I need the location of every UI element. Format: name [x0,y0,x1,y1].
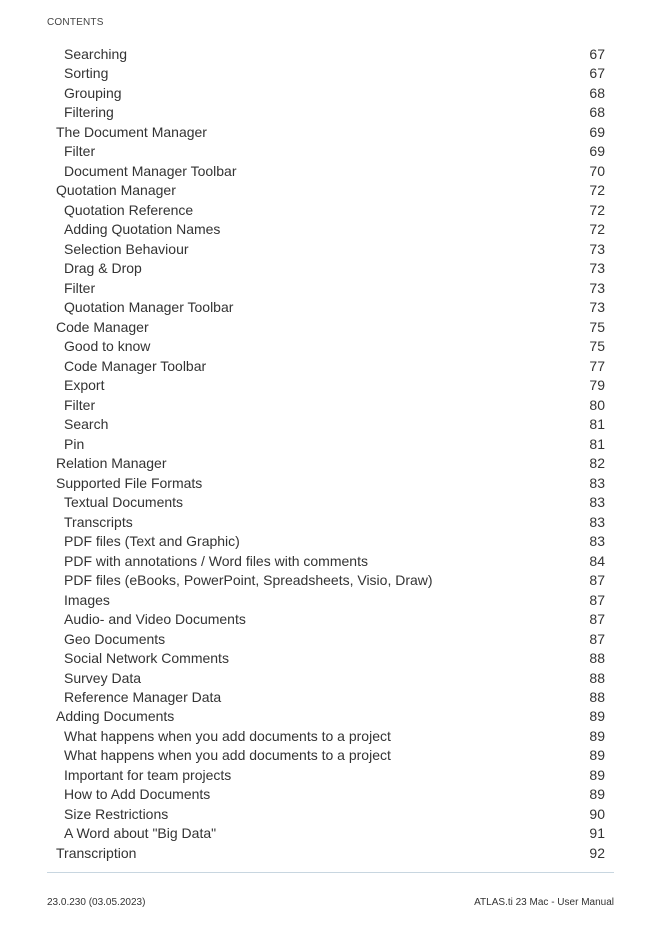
toc-entry-title[interactable]: Search [64,416,109,433]
toc-entry[interactable] [0,220,662,239]
footer-divider [47,872,614,873]
toc-entry-title[interactable]: How to Add Documents [64,786,211,803]
toc-entry-page[interactable]: 87 [589,572,605,589]
toc-entry[interactable] [0,337,662,356]
toc-entry-title[interactable]: Filter [64,143,96,160]
toc-entry[interactable] [0,805,662,824]
toc-entry-page[interactable]: 83 [589,474,605,491]
toc-entry[interactable] [0,746,662,765]
toc-entry-page[interactable]: 68 [589,84,605,101]
toc-entry-title[interactable]: A Word about "Big Data" [64,825,217,842]
toc-entry-title[interactable]: Sorting [64,65,109,82]
toc-entry-title[interactable]: Selection Behaviour [64,240,189,257]
toc-entry-page[interactable]: 92 [589,844,605,861]
toc-entry-title[interactable]: Geo Documents [64,630,166,647]
toc-entry-title[interactable]: Filter [64,279,96,296]
toc-entry-page[interactable]: 84 [589,552,605,569]
toc-entry-page[interactable]: 83 [589,513,605,530]
toc-entry-page[interactable]: 73 [589,279,605,296]
toc-entry[interactable] [0,435,662,454]
table-of-contents [0,45,662,863]
toc-entry-title[interactable]: Good to know [64,338,151,355]
toc-entry[interactable] [0,376,662,395]
toc-entry-page[interactable]: 89 [589,708,605,725]
toc-entry[interactable] [0,649,662,668]
toc-entry-title[interactable]: Transcripts [64,513,133,530]
toc-entry-page[interactable]: 82 [589,455,605,472]
toc-entry-page[interactable]: 72 [589,201,605,218]
toc-entry-title[interactable]: Relation Manager [56,455,167,472]
toc-entry-title[interactable]: Code Manager Toolbar [64,357,207,374]
toc-entry-title[interactable]: Quotation Reference [64,201,194,218]
toc-entry-page[interactable]: 67 [589,46,605,62]
toc-entry[interactable] [0,844,662,863]
toc-entry-page[interactable]: 73 [589,260,605,277]
toc-entry-title[interactable]: The Document Manager [56,123,207,140]
toc-entry-page[interactable]: 83 [589,494,605,511]
toc-entry[interactable] [0,571,662,590]
toc-entry-page[interactable]: 69 [589,123,605,140]
toc-entry-page[interactable]: 77 [589,357,605,374]
footer-version: 23.0.230 (03.05.2023) [47,897,146,908]
toc-entry-title[interactable]: Adding Quotation Names [64,221,221,238]
toc-entry[interactable] [0,298,662,317]
toc-entry[interactable] [0,142,662,161]
toc-entry-page[interactable]: 69 [589,143,605,160]
toc-entry[interactable] [0,513,662,532]
toc-entry-title[interactable]: Document Manager Toolbar [64,162,237,179]
toc-entry-title[interactable]: Filter [64,396,96,413]
toc-entry-title[interactable]: Important for team projects [64,766,232,783]
toc-entry-page[interactable]: 91 [589,825,605,842]
toc-entry[interactable] [0,630,662,649]
toc-entry-page[interactable]: 73 [589,299,605,316]
toc-entry-title[interactable]: What happens when you add documents to a project [64,747,391,764]
toc-entry[interactable] [0,493,662,512]
toc-entry-title[interactable]: Transcription [56,844,137,861]
toc-entry-page[interactable]: 73 [589,240,605,257]
toc-entry-title[interactable]: Textual Documents [64,494,184,511]
toc-entry-page[interactable]: 88 [589,669,605,686]
toc-entry[interactable] [0,785,662,804]
toc-entry-page[interactable]: 70 [589,162,605,179]
toc-entry[interactable] [0,669,662,688]
toc-entry-page[interactable]: 75 [589,338,605,355]
toc-entry[interactable] [0,64,662,83]
toc-entry-page[interactable]: 89 [589,786,605,803]
toc-entry[interactable] [0,201,662,220]
toc-entry-page[interactable]: 81 [589,416,605,433]
toc-entry[interactable] [0,318,662,337]
toc-entry-page[interactable]: 87 [589,591,605,608]
toc-entry-page[interactable]: 83 [589,533,605,550]
toc-entry-title[interactable]: Quotation Manager Toolbar [64,299,234,316]
toc-entry[interactable] [0,552,662,571]
toc-entry-page[interactable]: 72 [589,221,605,238]
toc-entry-title[interactable]: Reference Manager Data [64,688,222,705]
toc-entry-page[interactable]: 80 [589,396,605,413]
toc-entry[interactable] [0,123,662,142]
footer-manual-title: ATLAS.ti 23 Mac - User Manual [474,897,614,908]
toc-entry[interactable] [0,357,662,376]
toc-entry-title[interactable]: Export [64,377,105,394]
toc-entry[interactable] [0,45,662,64]
toc-entry-title[interactable]: What happens when you add documents to a project [64,727,391,744]
toc-entry[interactable] [0,824,662,843]
toc-entry-title[interactable]: Searching [64,46,128,62]
toc-entry-page[interactable]: 68 [589,104,605,121]
toc-entry-page[interactable]: 89 [589,727,605,744]
toc-entry-title[interactable]: PDF files (eBooks, PowerPoint, Spreadsheets, Visio, Draw) [64,572,433,589]
toc-entry-title[interactable]: Images [64,591,110,608]
toc-entry[interactable] [0,279,662,298]
toc-entry-title[interactable]: Social Network Comments [64,650,229,667]
toc-entry[interactable] [0,259,662,278]
toc-entry-title[interactable]: Code Manager [56,318,149,335]
toc-entry[interactable] [0,591,662,610]
toc-entry[interactable] [0,688,662,707]
toc-entry-page[interactable]: 87 [589,611,605,628]
toc-entry-title[interactable]: Grouping [64,84,122,101]
toc-entry-title[interactable]: Audio- and Video Documents [64,611,246,628]
toc-entry[interactable] [0,240,662,259]
toc-entry[interactable] [0,610,662,629]
toc-entry-title[interactable]: PDF files (Text and Graphic) [64,533,240,550]
toc-entry[interactable] [0,181,662,200]
toc-entry-page[interactable]: 88 [589,650,605,667]
toc-entry-title[interactable]: Filtering [64,104,114,121]
toc-entry-title[interactable]: Pin [64,435,85,452]
toc-entry[interactable] [0,396,662,415]
toc-entry[interactable] [0,84,662,103]
toc-entry-page[interactable]: 88 [589,688,605,705]
toc-entry[interactable] [0,707,662,726]
toc-entry[interactable] [0,103,662,122]
toc-entry-title[interactable]: Quotation Manager [56,182,176,199]
toc-entry[interactable] [0,162,662,181]
toc-entry-page[interactable]: 87 [589,630,605,647]
toc-entry-title[interactable]: Survey Data [64,669,142,686]
toc-entry-page[interactable]: 81 [589,435,605,452]
toc-entry-title[interactable]: Supported File Formats [56,474,203,491]
toc-entry[interactable] [0,766,662,785]
toc-entry[interactable] [0,727,662,746]
toc-entry-title[interactable]: PDF with annotations / Word files with comments [64,552,368,569]
toc-entry-page[interactable]: 89 [589,766,605,783]
page-header: CONTENTS [47,17,104,28]
toc-entry[interactable] [0,474,662,493]
toc-entry-page[interactable]: 75 [589,318,605,335]
toc-entry[interactable] [0,532,662,551]
toc-entry-page[interactable]: 90 [589,805,605,822]
toc-entry-page[interactable]: 89 [589,747,605,764]
toc-entry-title[interactable]: Drag & Drop [64,260,142,277]
toc-entry-page[interactable]: 79 [589,377,605,394]
toc-entry-page[interactable]: 67 [589,65,605,82]
toc-entry-title[interactable]: Adding Documents [56,708,175,725]
toc-entry-page[interactable]: 72 [589,182,605,199]
toc-entry-title[interactable]: Size Restrictions [64,805,169,822]
toc-entry[interactable] [0,454,662,473]
toc-entry[interactable] [0,415,662,434]
